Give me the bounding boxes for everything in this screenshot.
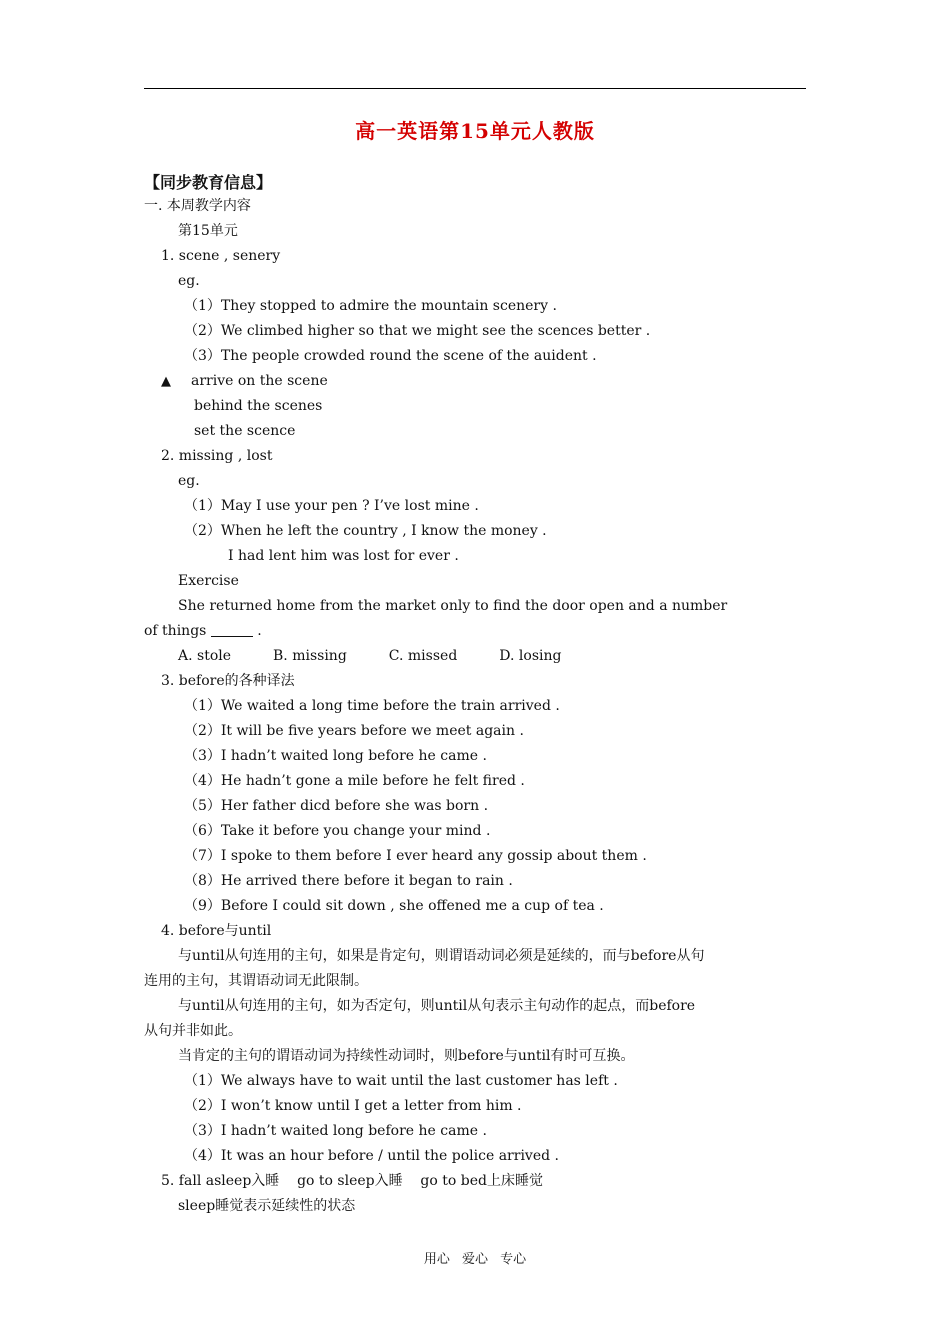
example-line: （5）Her father dicd before she was born .	[184, 798, 489, 814]
example-line: （1）We always have to wait until the last customer has left .	[184, 1073, 618, 1089]
example-line: （1）We waited a long time before the train arrived .	[184, 698, 560, 714]
example-line: （3）The people crowded round the scene of the auident .	[184, 348, 597, 364]
section-heading: 【同步教育信息】	[144, 173, 273, 192]
explanation-line: 连用的主句，其谓语动词无此限制。	[144, 973, 368, 989]
example-line: （4）It was an hour before / until the police arrived .	[184, 1148, 559, 1164]
example-line: （3）I hadn’t waited long before he came .	[184, 748, 487, 764]
example-line: （2）I won’t know until I get a letter from him .	[184, 1098, 522, 1114]
phrase-line: behind the scenes	[194, 398, 323, 414]
explanation-line: 从句并非如此。	[144, 1023, 242, 1039]
footer-text: 专心	[500, 1252, 527, 1267]
option-c: C. missed	[388, 648, 458, 664]
item-heading: 5. fall asleep入睡 go to sleep入睡 go to bed上床睡觉	[161, 1173, 543, 1189]
exercise-period: .	[257, 623, 262, 639]
footer-text: 爱心	[461, 1252, 488, 1267]
example-line: （2）When he left the country , I know the money .	[184, 523, 547, 539]
example-line: （2）It will be five years before we meet again .	[184, 723, 524, 739]
exercise-text: of things	[144, 623, 207, 639]
exercise-options	[144, 644, 808, 669]
option-a: A. stole	[178, 648, 232, 664]
unit-line: 第15单元	[178, 223, 238, 239]
example-line: （6）Take it before you change your mind .	[184, 823, 491, 839]
item-heading: 3. before的各种译法	[161, 673, 295, 689]
triangle-icon: ▲	[161, 374, 171, 389]
item-heading: 4. before与until	[161, 923, 272, 939]
example-line: （9）Before I could sit down , she offened me a cup of tea .	[184, 898, 604, 914]
example-line: （1）May I use your pen ? I’ve lost mine .	[184, 498, 479, 514]
document-title: 高一英语第15单元人教版	[355, 119, 595, 143]
example-label: eg.	[178, 473, 200, 489]
exercise-question: She returned home from the market only to find the door open and a number	[178, 598, 728, 614]
explanation-line: 与until从句连用的主句，如为否定句，则until从句表示主句动作的起点，而before	[178, 998, 696, 1014]
example-line: （2）We climbed higher so that we might see the scences better .	[184, 323, 651, 339]
phrase-line: set the scence	[194, 423, 296, 439]
explanation-line: 当肯定的主句的谓语动词为持续性动词时，则before与until有时可互换。	[178, 1048, 635, 1064]
header-rule	[144, 88, 806, 89]
option-d: D. losing	[499, 648, 562, 664]
section-line: 一. 本周教学内容	[144, 198, 251, 214]
footer-text: 用心	[423, 1252, 450, 1267]
example-label: eg.	[178, 273, 200, 289]
example-line: （8）He arrived there before it began to rain .	[184, 873, 513, 889]
item-heading: 1. scene , senery	[161, 248, 281, 264]
item-heading: 2. missing , lost	[161, 448, 273, 464]
page-footer	[0, 1248, 950, 1267]
phrase-line	[144, 369, 808, 394]
example-line: （3）I hadn’t waited long before he came .	[184, 1123, 487, 1139]
example-line: （7）I spoke to them before I ever heard any gossip about them .	[184, 848, 647, 864]
explanation-line: 与until从句连用的主句，如果是肯定句，则谓语动词必须是延续的，而与before从句	[178, 948, 705, 964]
example-continuation: I had lent him was lost for ever .	[228, 548, 459, 564]
exercise-question-end	[144, 619, 808, 644]
option-b: B. missing	[273, 648, 347, 664]
example-line: （4）He hadn’t gone a mile before he felt fired .	[184, 773, 525, 789]
example-line: （1）They stopped to admire the mountain scenery .	[184, 298, 557, 314]
phrase-text: arrive on the scene	[191, 373, 328, 389]
answer-blank	[211, 622, 253, 637]
exercise-label: Exercise	[178, 573, 239, 589]
explanation-line: sleep睡觉表示延续性的状态	[178, 1198, 356, 1214]
document-body	[144, 194, 808, 1219]
